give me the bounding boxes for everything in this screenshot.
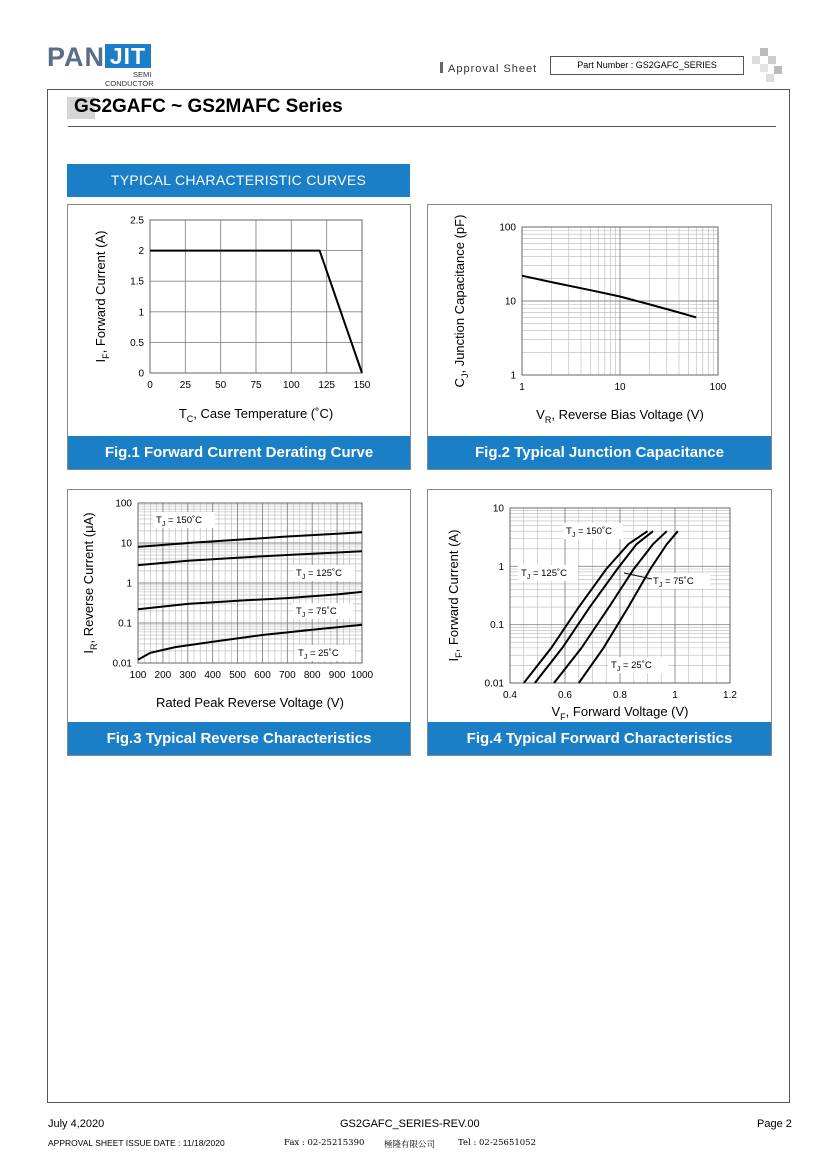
series-label-0: $T_J$ = 150˚C <box>566 526 613 539</box>
y-tick-label: 2.5 <box>130 215 144 227</box>
y-axis-title: $I_R$, Reverse Current (μA) <box>81 512 99 654</box>
x-tick-label: 200 <box>154 670 172 681</box>
fig1-panel <box>67 204 411 470</box>
series-label-0: $T_J$ = 150˚C <box>156 515 203 528</box>
x-tick-label: 10 <box>614 382 626 393</box>
checker-decoration-icon <box>748 48 782 82</box>
fig4-caption: Fig.4 Typical Forward Characteristics <box>428 722 771 755</box>
series-label-1: $T_J$ = 125˚C <box>521 568 568 581</box>
series-label-1: $T_J$ = 125˚C <box>296 568 343 581</box>
y-axis-title: $I_F$, Forward Current (A) <box>446 529 464 662</box>
x-tick-label: 0.6 <box>558 690 572 701</box>
series-line-0 <box>522 276 696 318</box>
x-tick-label: 150 <box>353 380 371 391</box>
x-tick-label: 100 <box>129 670 147 681</box>
x-axis-title: $V_F$, Forward Voltage (V) <box>551 704 689 722</box>
x-tick-label: 900 <box>328 670 346 681</box>
logo-sub-text: SEMI <box>133 70 152 79</box>
y-tick-label: 1 <box>510 370 516 382</box>
y-tick-label: 0.1 <box>118 618 132 630</box>
fig4-panel <box>427 489 772 756</box>
fig3-panel <box>67 489 411 756</box>
fig2-panel <box>427 204 772 470</box>
title-divider <box>68 126 776 127</box>
fig3-caption: Fig.3 Typical Reverse Characteristics <box>68 722 410 755</box>
y-axis-title: $C_J$, Junction Capacitance (pF) <box>452 214 470 388</box>
footer-issue-date: APPROVAL SHEET ISSUE DATE : 11/18/2020 <box>48 1138 225 1148</box>
x-tick-label: 0.4 <box>503 690 517 701</box>
part-number-box: Part Number : GS2GAFC_SERIES <box>550 56 744 75</box>
x-tick-label: 75 <box>250 380 262 391</box>
fig3-chart <box>68 490 412 724</box>
fig1-chart <box>68 205 412 438</box>
x-axis-title: $T_C$, Case Temperature (˚C) <box>178 406 334 424</box>
x-tick-label: 25 <box>179 380 191 391</box>
y-tick-label: 2 <box>138 246 144 258</box>
panjit-logo <box>47 42 157 88</box>
y-tick-label: 0 <box>138 368 144 380</box>
y-tick-label: 100 <box>115 498 132 510</box>
y-tick-label: 0.01 <box>484 678 504 690</box>
x-tick-label: 125 <box>318 380 336 391</box>
x-tick-label: 0.8 <box>613 690 627 701</box>
fig4-chart <box>428 490 773 724</box>
footer-revision: GS2GAFC_SERIES-REV.00 <box>340 1118 480 1130</box>
approval-sheet-label: Approval Sheet <box>440 62 537 75</box>
series-label-2: $T_J$ = 75˚C <box>653 576 694 589</box>
x-tick-label: 1 <box>672 690 678 701</box>
x-tick-label: 1000 <box>350 670 374 681</box>
footer-fax: Fax : 02-25215390 <box>284 1138 365 1148</box>
section-heading: TYPICAL CHARACTERISTIC CURVES <box>67 164 410 197</box>
logo-accent-text: JIT <box>105 44 151 68</box>
y-tick-label: 100 <box>499 222 516 234</box>
y-tick-label: 10 <box>120 538 132 550</box>
y-tick-label: 0.5 <box>130 337 144 349</box>
series-label-3: $T_J$ = 25˚C <box>611 660 652 673</box>
y-tick-label: 0.1 <box>490 620 504 632</box>
y-tick-label: 1.5 <box>130 276 144 288</box>
x-tick-label: 50 <box>215 380 227 391</box>
fig1-caption: Fig.1 Forward Current Derating Curve <box>68 436 410 469</box>
x-tick-label: 0 <box>147 380 153 391</box>
fig2-chart <box>428 205 773 438</box>
x-tick-label: 400 <box>204 670 222 681</box>
y-tick-label: 1 <box>138 307 144 319</box>
y-tick-label: 1 <box>498 561 504 573</box>
footer-date: July 4,2020 <box>48 1118 105 1130</box>
footer-page: Page 2 <box>757 1118 792 1130</box>
y-tick-label: 0.01 <box>112 658 132 670</box>
x-tick-label: 600 <box>254 670 271 681</box>
footer-company: 極隆有限公司 <box>384 1140 436 1150</box>
y-axis-title: $I_F$, Forward Current (A) <box>93 230 111 363</box>
logo-sub-text-2: CONDUCTOR <box>105 79 154 88</box>
footer-tel: Tel : 02-25651052 <box>458 1138 536 1148</box>
x-axis-title: $V_R$, Reverse Bias Voltage (V) <box>536 407 704 425</box>
x-tick-label: 300 <box>179 670 197 681</box>
x-tick-label: 100 <box>709 382 727 393</box>
x-tick-label: 800 <box>303 670 321 681</box>
x-tick-label: 700 <box>278 670 296 681</box>
x-axis-title: Rated Peak Reverse Voltage (V) <box>156 695 344 710</box>
y-tick-label: 1 <box>126 578 132 590</box>
page-title: GS2GAFC ~ GS2MAFC Series <box>74 96 343 117</box>
x-tick-label: 100 <box>282 380 300 391</box>
x-tick-label: 500 <box>229 670 246 681</box>
fig2-caption: Fig.2 Typical Junction Capacitance <box>428 436 771 469</box>
y-tick-label: 10 <box>492 503 504 515</box>
series-label-3: $T_J$ = 25˚C <box>298 648 339 661</box>
x-tick-label: 1.2 <box>723 690 737 701</box>
x-tick-label: 1 <box>519 382 525 393</box>
logo-main-text: PAN <box>47 42 106 72</box>
series-label-2: $T_J$ = 75˚C <box>296 606 337 619</box>
y-tick-label: 10 <box>504 296 516 308</box>
